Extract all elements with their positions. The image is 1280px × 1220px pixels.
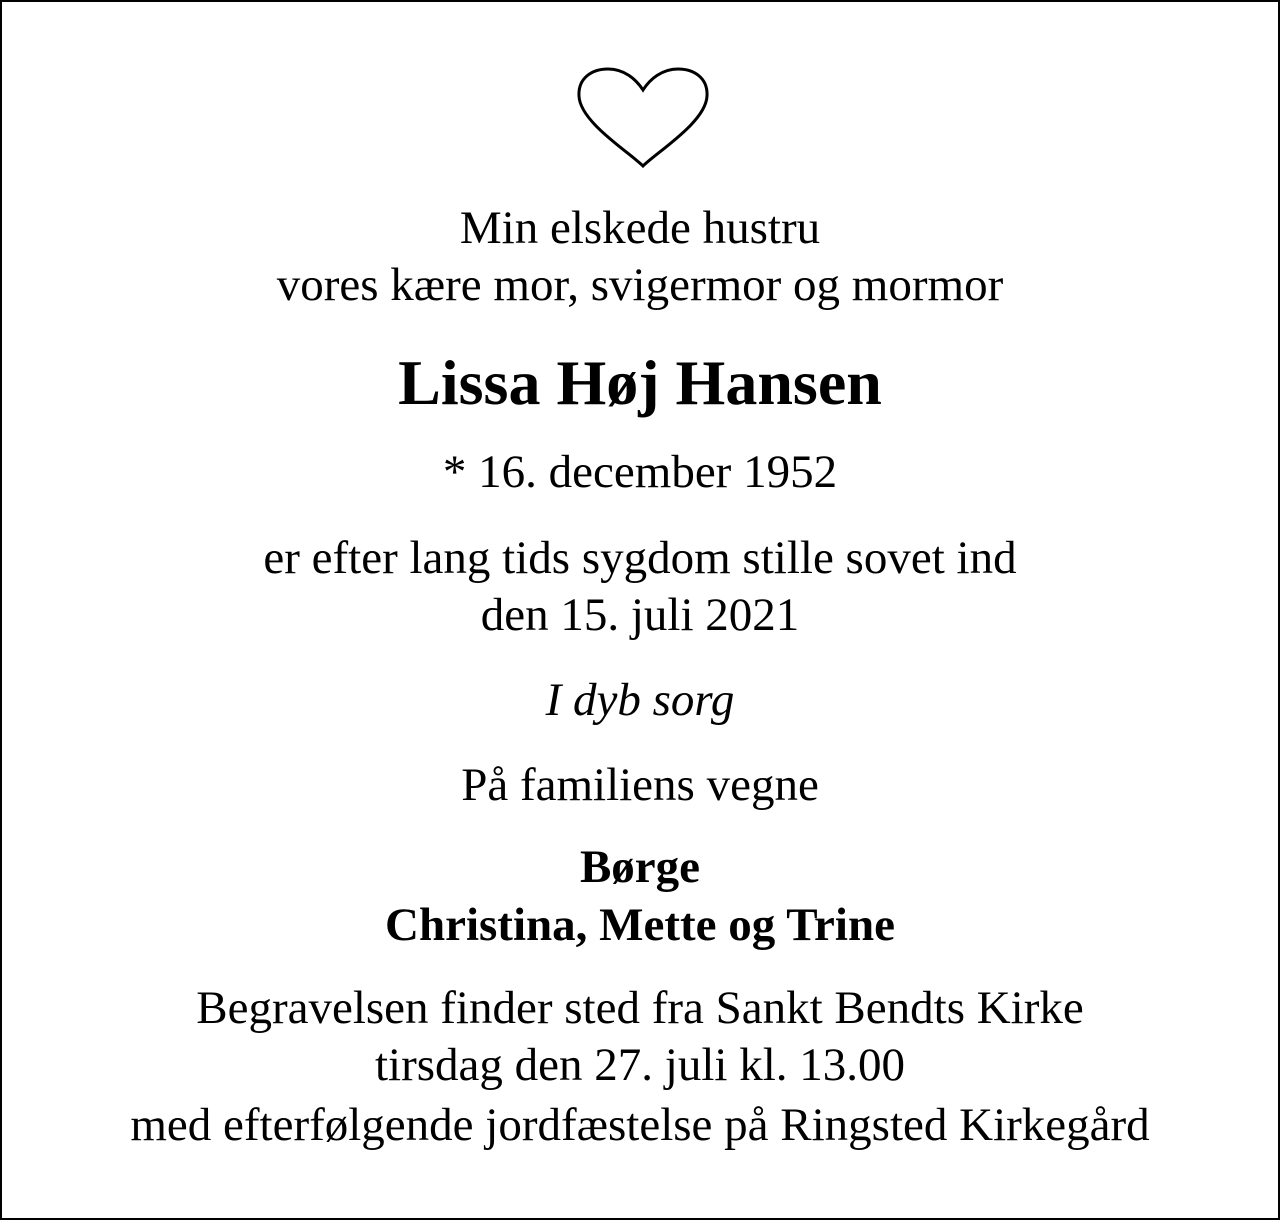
- on-behalf-text: På familiens vegne: [461, 759, 819, 811]
- funeral-line-1: Begravelsen finder sted fra Sankt Bendts Kirke: [196, 982, 1084, 1034]
- death-line-2: den 15. juli 2021: [480, 589, 800, 641]
- mourning-text: I dyb sorg: [545, 674, 735, 726]
- deceased-name: Lissa Høj Hansen: [398, 347, 882, 418]
- funeral-line-3: med efterfølgende jordfæstelse på Ringsted Kirkegård: [130, 1099, 1150, 1151]
- death-line-1: er efter lang tids sygdom stille sovet ind: [263, 532, 1017, 584]
- heart-icon: [574, 66, 712, 170]
- birth-date: * 16. december 1952: [442, 446, 838, 498]
- funeral-line-2: tirsdag den 27. juli kl. 13.00: [374, 1039, 905, 1091]
- intro-line-2: vores kære mor, svigermor og mormor: [276, 259, 1004, 311]
- intro-line-1: Min elskede hustru: [459, 202, 821, 254]
- family-line-2: Christina, Mette og Trine: [385, 899, 895, 951]
- family-line-1: Børge: [579, 841, 701, 893]
